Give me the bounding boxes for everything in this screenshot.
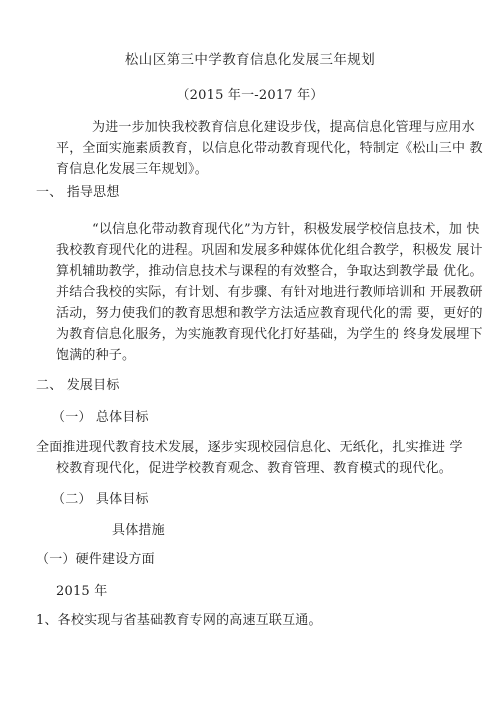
intro-line-1: 为进一步加快我校教育信息化建设步伐，提高信息化管理与应用水 (92, 120, 475, 135)
subsection-heading-overall-goal: （一） 总体目标 (52, 410, 149, 425)
hardware-heading: （一）硬件建设方面 (36, 552, 155, 567)
guiding-paragraph-line-1: “以信息化带动教育现代化”为方针，积极发展学校信息技术，加 快 (92, 222, 480, 237)
intro-line-2: 平，全面实施素质教育，以信息化带动教育现代化，特制定《松山三中 教 (56, 141, 483, 156)
year-label: 2015 年 (56, 584, 108, 599)
document-title: 松山区第三中学教育信息化发展三年规划 (124, 52, 376, 68)
section-heading-development-goals: 二、 发展目标 (36, 378, 120, 393)
document-subtitle: （2015 年一-2017 年） (176, 88, 324, 103)
hardware-item-1: 1、各校实现与省基础教育专网的高速互联互通。 (36, 613, 322, 628)
intro-line-3: 育信息化发展三年规划》。 (56, 162, 208, 177)
guiding-paragraph-line-7: 饱满的种子。 (56, 348, 136, 363)
guiding-paragraph-line-3: 算机辅助教学，推动信息技术与课程的有效整合，争取达到教学最 优化。 (56, 264, 483, 279)
guiding-paragraph-line-2: 我校教育现代化的进程。巩固和发展多种媒体优化组合教学，积极发 展计 (56, 243, 483, 258)
guiding-paragraph-line-6: 为教育信息化服务，为实施教育现代化打好基础，为学生的 终身发展埋下 (56, 327, 483, 342)
overall-goal-line-1: 全面推进现代教育技术发展，逐步实现校园信息化、无纸化，扎实推进 学 (36, 440, 463, 455)
guiding-paragraph-line-4: 并结合我校的实际，有计划、有步骤、有针对地进行教师培训和 开展教研 (56, 285, 483, 300)
subsection-heading-specific-goal: （二） 具体目标 (52, 492, 149, 507)
specific-measures-label: 具体措施 (112, 523, 165, 538)
overall-goal-line-2: 校教育现代化，促进学校教育观念、教育管理、教育模式的现代化。 (56, 461, 453, 476)
section-heading-guiding-ideology: 一、 指导思想 (36, 185, 120, 200)
guiding-paragraph-line-5: 活动，努力使我们的教育思想和教学方法适应教育现代化的需 要，更好的 (56, 306, 483, 321)
